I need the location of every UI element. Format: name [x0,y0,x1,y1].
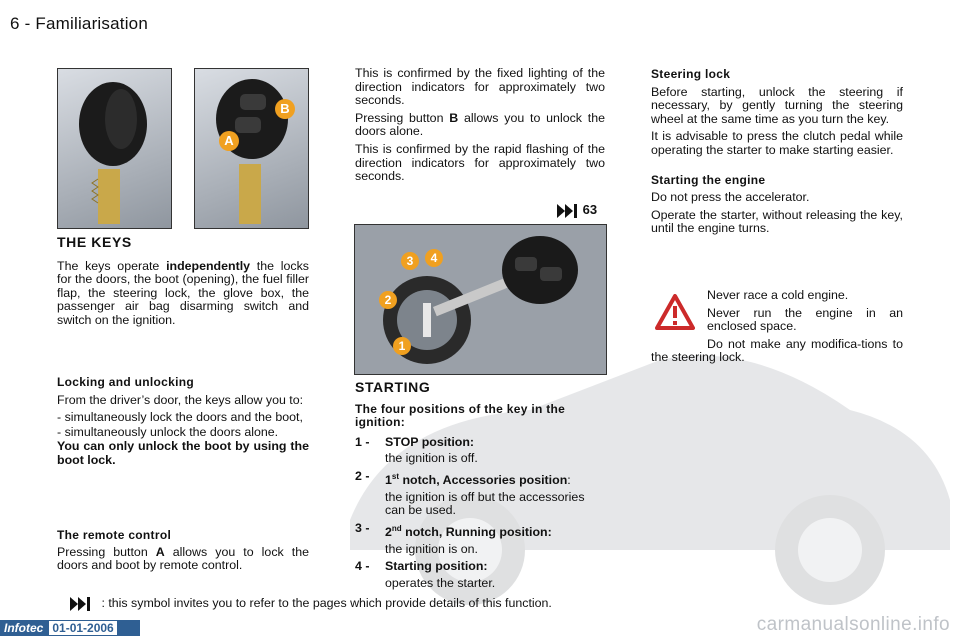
position-4 [355,560,605,574]
position-2-title-pre: 1 [385,473,392,488]
position-2-desc: the ignition is off but the accessories can be used. [385,489,585,518]
position-4-desc: operates the starter. [385,575,496,590]
locking-item-2: - simultaneously unlock the doors alone. [57,424,279,439]
middle-text [355,67,605,188]
steering-text-1: Before starting, unlock the steering if necessary, by gently turning the steering wheel at the same time as you turn the key. [651,84,903,126]
key-side-illustration [58,69,171,228]
button-b-label: B [275,99,295,119]
unlock-text-a: Pressing button [355,110,450,125]
starting-section [355,381,605,594]
keys-intro [57,260,309,328]
key-photo-side [57,68,172,229]
remote-text-a: Pressing button [57,544,156,559]
warning-text-3: Do not make any modifica-tions to the steering lock. [651,336,903,365]
keys-heading: THE KEYS [57,234,132,250]
page-section-title: Familiarisation [35,14,148,33]
remote-button-a: A [155,544,165,559]
position-1 [355,436,605,450]
keys-intro-bold: independently [166,258,251,273]
confirm-lock-text: This is confirmed by the fixed lighting of the direction indicators for approximately two seconds. [355,66,605,108]
page-title [10,14,148,34]
ignition-label-2: 2 [379,291,397,309]
position-3-title-text: notch, Running position: [401,525,552,539]
position-2 [355,470,605,488]
button-a-label: A [219,131,239,151]
watermark: carmanualsonline.info [756,614,950,635]
position-4-number: 4 - [355,559,370,574]
ignition-label-4: 4 [425,249,443,267]
locking-section [57,376,309,472]
key-photo-buttons [194,68,309,229]
steering-heading: Steering lock [651,67,731,81]
position-2-colon: : [567,473,571,488]
engine-text-2: Operate the starter, without releasing the key, until the engine turns. [651,207,903,236]
keys-section [57,236,309,332]
position-2-title [385,470,571,488]
position-1-title: STOP position: [385,434,475,449]
starting-subheading: The four positions of the key in the ignition: [355,401,566,430]
keys-intro-text-a: The keys operate [57,258,167,273]
key-buttons-illustration [195,69,308,228]
right-column [651,68,903,240]
position-2-sup: st [391,471,400,481]
locking-intro: From the driver’s door, the keys allow you to: [57,392,304,407]
position-3-title [385,522,552,540]
brand-logo: Infotec [0,621,47,635]
warning-block [651,289,903,369]
page-number: 6 - [10,14,31,33]
warning-text-1: Never race a cold engine. [707,288,849,302]
position-1-number: 1 - [355,434,370,449]
position-3 [355,522,605,540]
remote-text [57,546,309,573]
ignition-photo [354,224,607,375]
position-3-desc: the ignition is on. [385,541,478,556]
ignition-label-1: 1 [393,337,411,355]
locking-item-1: - simultaneously lock the doors and the boot, [57,410,303,425]
page-reference[interactable] [557,202,597,218]
remote-heading: The remote control [57,528,172,542]
footer-brand-date [0,620,140,636]
footer-note [70,596,552,611]
position-3-number: 3 - [355,520,370,535]
starting-heading: STARTING [355,379,431,395]
position-3-title-pre: 2 [385,525,392,539]
position-2-number: 2 - [355,468,370,483]
fast-forward-icon [70,597,92,611]
position-3-sup: nd [391,523,402,533]
page-reference-number: 63 [582,202,598,217]
fast-forward-icon [557,204,579,218]
unlock-text-b: allows you to unlock the doors alone. [355,110,606,139]
keys-intro-text-b: the locks for the doors, the boot (opening), the fuel filler flap, the steering lock, the glove box, the passenger air bag disarming switch and switch on the ignition. [57,258,309,327]
engine-heading: Starting the engine [651,172,766,187]
position-1-desc: the ignition is off. [385,451,478,466]
remote-text-b: allows you to lock the doors and boot by remote control. [57,544,309,573]
ignition-label-3: 3 [401,252,419,270]
steering-text-2: It is advisable to press the clutch pedal while operating the starter to make starting easier. [651,129,903,157]
warning-text-2: Never run the engine in an enclosed space. [707,305,903,334]
engine-text-1: Do not press the accelerator. [651,190,810,205]
locking-note: You can only unlock the boot by using the boot lock. [57,439,309,467]
unlock-text [355,112,605,139]
position-2-title-text: notch, Accessories position [399,473,568,488]
footer-note-text: : this symbol invites you to refer to the pages which provide details of this function. [101,596,552,610]
locking-heading: Locking and unlocking [57,375,194,389]
confirm-unlock-text: This is confirmed by the rapid flashing of the direction indicators for approximately two seconds. [355,141,605,184]
remote-section [57,529,309,577]
position-4-title: Starting position: [385,559,488,574]
unlock-button-b: B [449,110,459,125]
footer-date: 01-01-2006 [49,621,116,635]
